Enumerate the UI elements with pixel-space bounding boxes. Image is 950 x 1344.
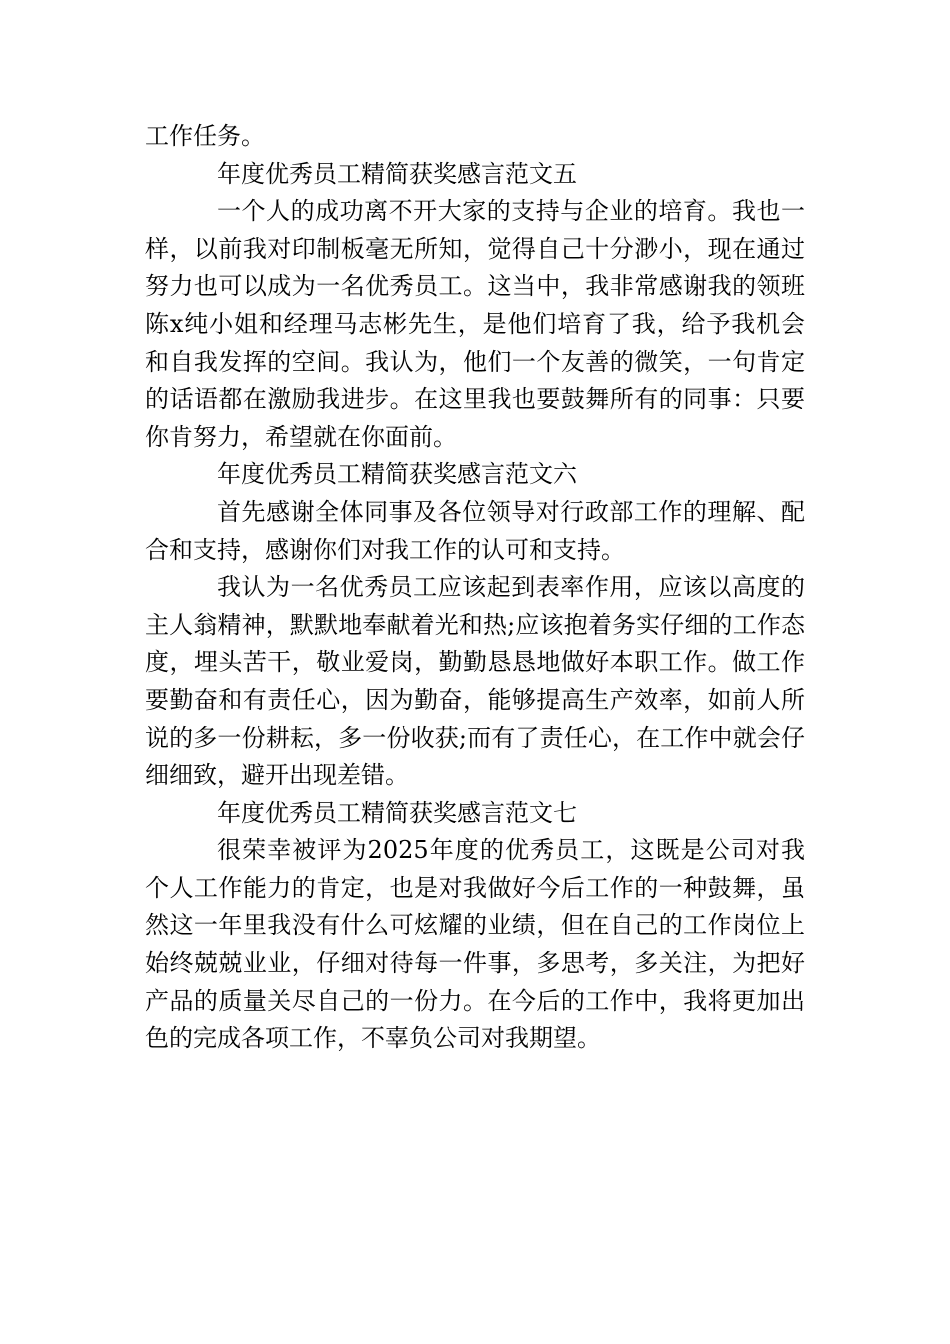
intro-tail-paragraph: 工作任务。 (145, 122, 265, 150)
section-6-paragraph-2: 我认为一名优秀员工应该起到表率作用，应该以高度的主人翁精神，默默地奉献着光和热;应该抱着务实仔细的工作态度，埋头苦干，敬业爱岗，勤勤恳恳地做好本职工作。做工作要勤奋和有责任心，因为勤奋，能够提高生产效率，如前人所说的多一份耕耘，多一份收获;而有了责任心，在工作中就会仔细细致，避开出现差错。 (145, 573, 805, 790)
section-title-6: 年度优秀员工精简获奖感言范文六 (217, 460, 577, 489)
section-7-paragraph-1: 很荣幸被评为2025年度的优秀员工，这既是公司对我个人工作能力的肯定，也是对我做好今后工作的一种鼓舞，虽然这一年里我没有什么可炫耀的业绩，但在自己的工作岗位上始终兢兢业业，仔细对待每一件事，多思考，多关注，为把好产品的质量关尽自己的一份力。在今后的工作中，我将更加出色的完成各项工作，不辜负公司对我期望。 (145, 836, 805, 1053)
section-6-paragraph-1: 首先感谢全体同事及各位领导对行政部工作的理解、配合和支持，感谢你们对我工作的认可和支持。 (145, 497, 805, 564)
section-title-7: 年度优秀员工精简获奖感言范文七 (217, 798, 577, 827)
document-body (145, 118, 805, 1058)
section-title-5: 年度优秀员工精简获奖感言范文五 (217, 159, 577, 188)
section-5-paragraph-1: 一个人的成功离不开大家的支持与企业的培育。我也一样，以前我对印制板毫无所知，觉得自己十分渺小，现在通过努力也可以成为一名优秀员工。这当中，我非常感谢我的领班陈x纯小姐和经理马志彬先生，是他们培育了我，给予我机会和自我发挥的空间。我认为，他们一个友善的微笑，一句肯定的话语都在激励我进步。在这里我也要鼓舞所有的同事：只要你肯努力，希望就在你面前。 (145, 197, 805, 451)
